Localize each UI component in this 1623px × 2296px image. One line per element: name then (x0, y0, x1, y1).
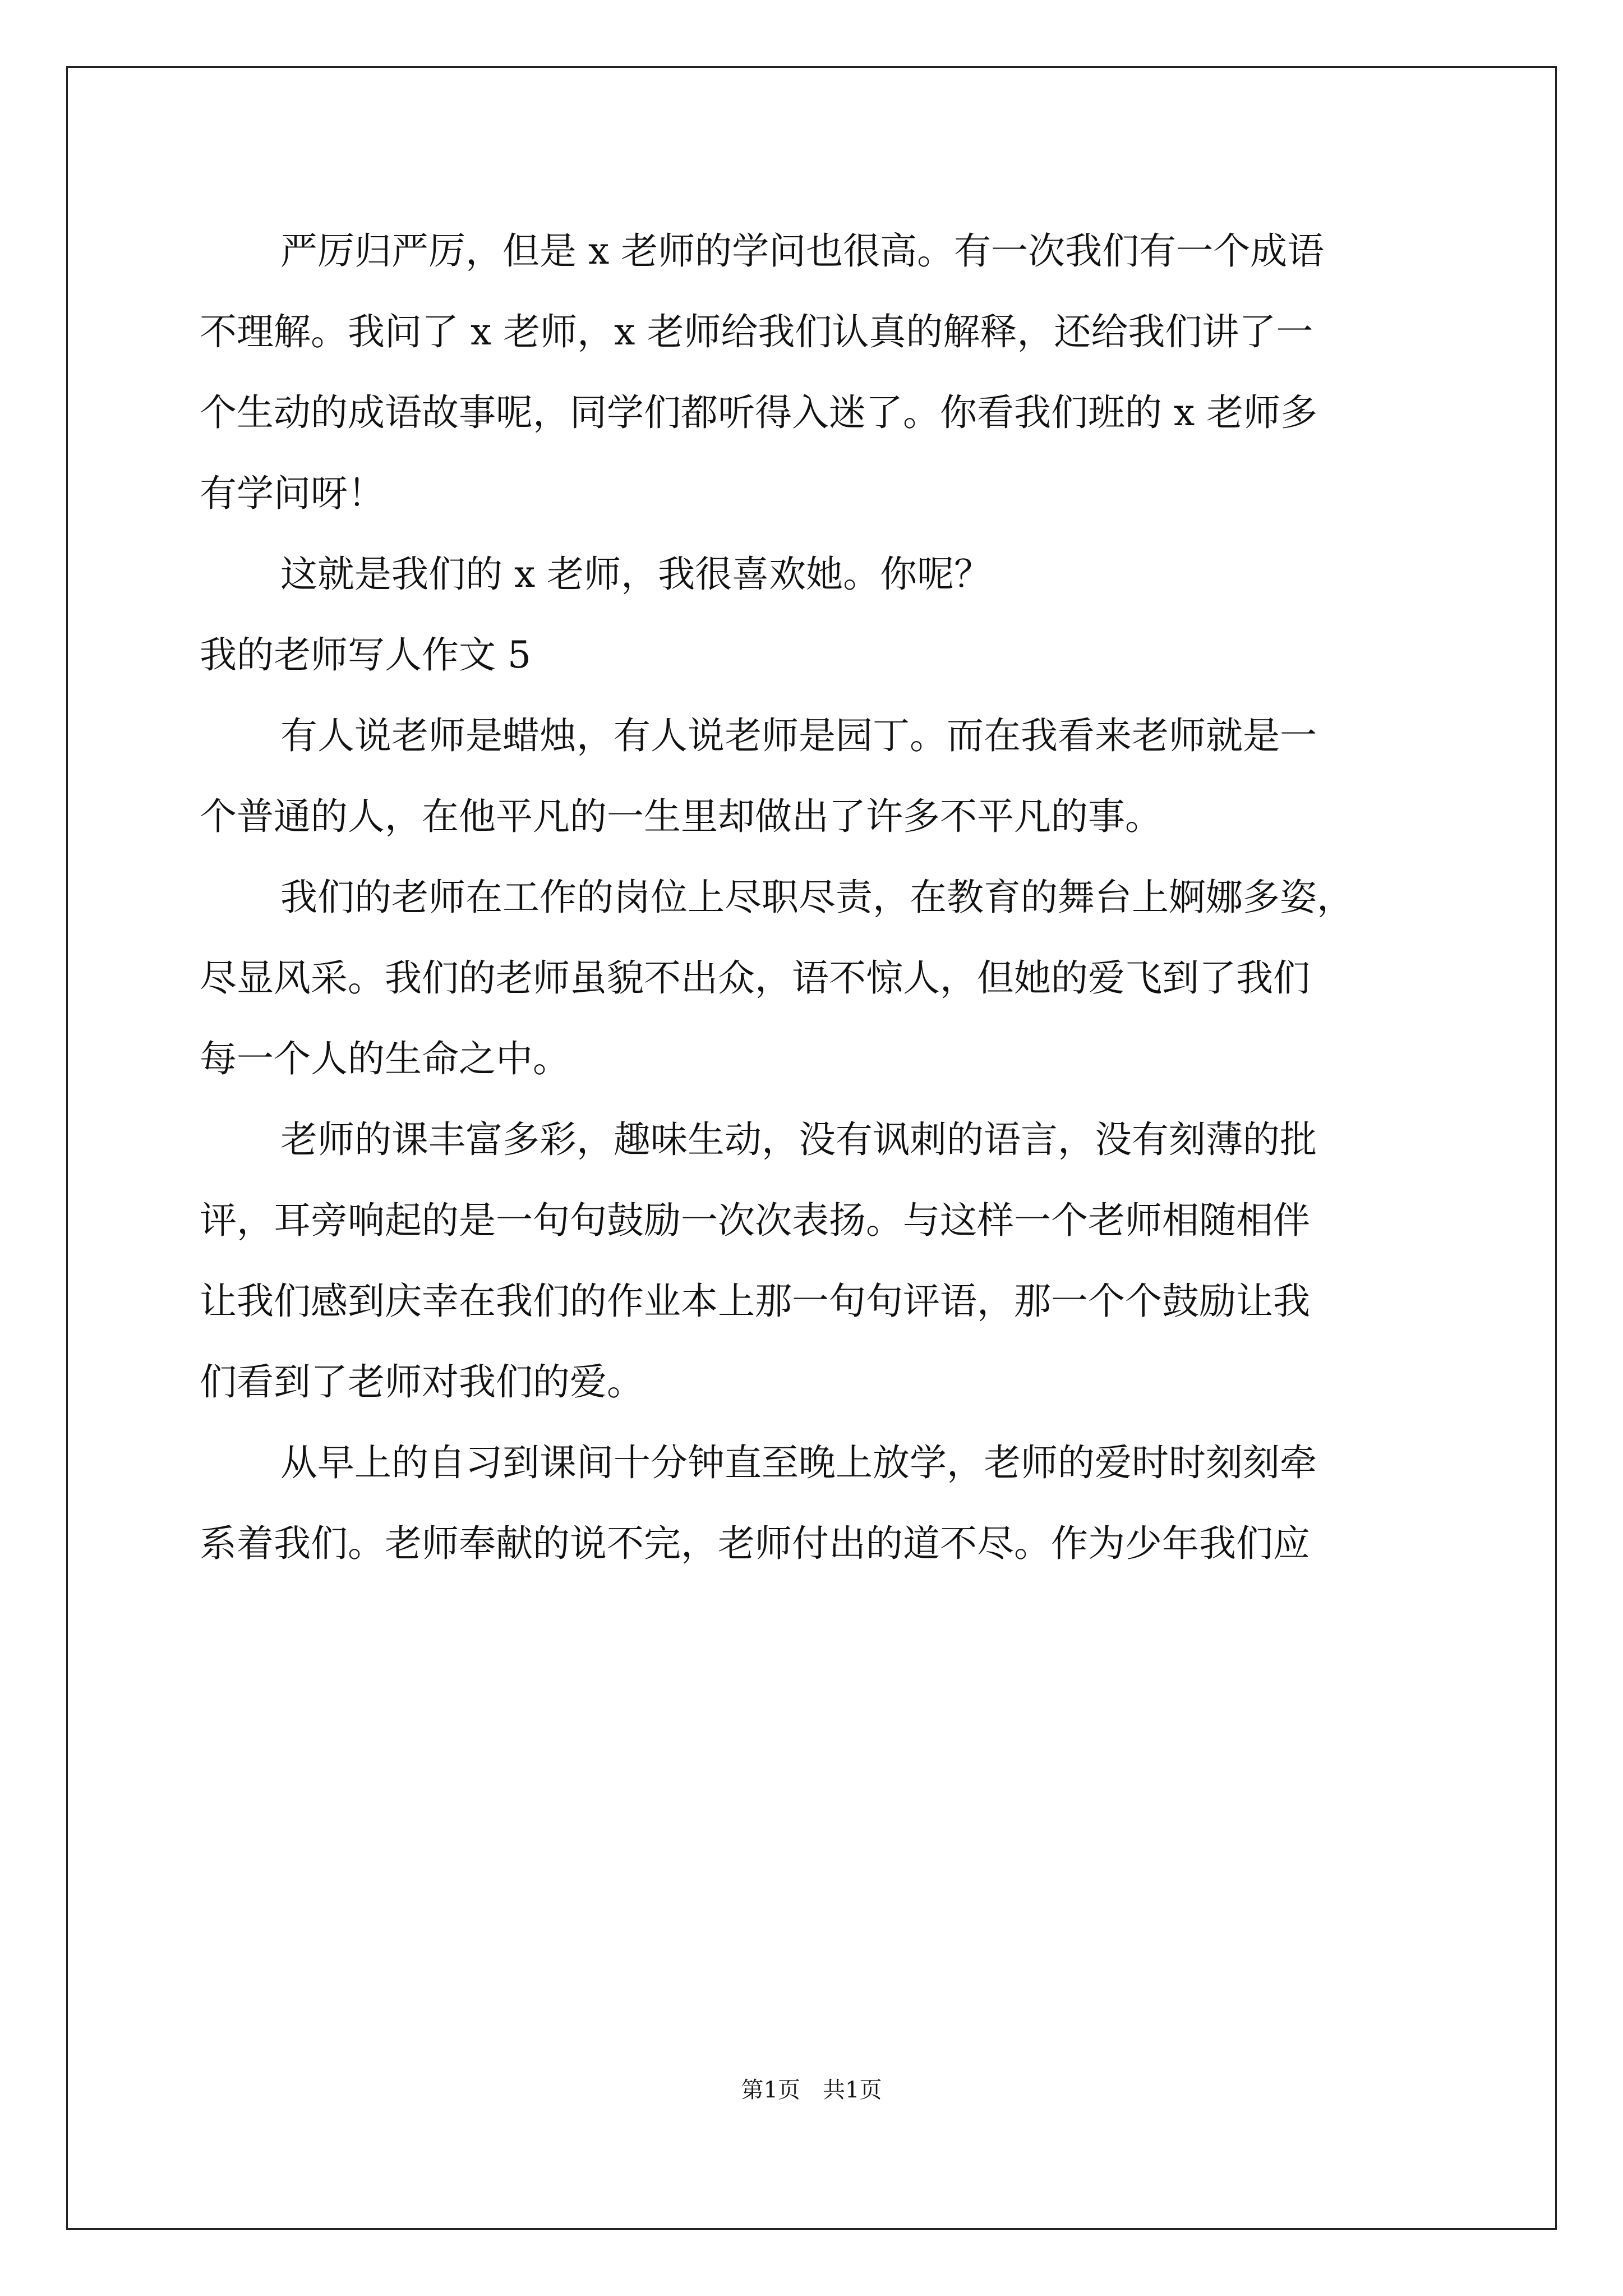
paragraph-line: 个生动的成语故事呢，同学们都听得入迷了。你看我们班的 x 老师多 (200, 391, 1318, 434)
paragraph-line: 老师的课丰富多彩，趣味生动，没有讽刺的语言，没有刻薄的批 (280, 1118, 1317, 1161)
paragraph-line: 严厉归严厉，但是 x 老师的学问也很高。有一次我们有一个成语 (280, 229, 1325, 273)
paragraph-line: 从早上的自习到课间十分钟直至晚上放学，老师的爱时时刻刻牵 (280, 1441, 1317, 1484)
paragraph-line: 我们的老师在工作的岗位上尽职尽责，在教育的舞台上婀娜多姿， (280, 876, 1354, 919)
page-footer (0, 2074, 1623, 2106)
paragraph-line: 每一个人的生命之中。 (200, 1037, 570, 1080)
paragraph-line: 让我们感到庆幸在我们的作业本上那一句句评语，那一个个鼓励让我 (200, 1280, 1310, 1323)
document-body (200, 221, 1439, 1594)
paragraph-line: 有人说老师是蜡烛，有人说老师是园丁。而在我看来老师就是一 (280, 714, 1317, 757)
paragraph-line: 个普通的人，在他平凡的一生里却做出了许多不平凡的事。 (200, 795, 1162, 838)
paragraph-line: 系着我们。老师奉献的说不完，老师付出的道不尽。作为少年我们应 (200, 1522, 1310, 1565)
paragraph-line: 有学问呀！ (200, 472, 385, 515)
paragraph-line: 不理解。我问了 x 老师，x 老师给我们认真的解释，还给我们讲了一 (200, 310, 1313, 353)
section-heading: 我的老师写人作文 5 (200, 633, 531, 677)
paragraph-line: 这就是我们的 x 老师，我很喜欢她。你呢？ (280, 553, 992, 596)
page-number: 第1页 (741, 2077, 800, 2103)
page-total: 共1页 (823, 2077, 882, 2103)
paragraph-line: 评，耳旁响起的是一句句鼓励一次次表扬。与这样一个老师相随相伴 (200, 1199, 1310, 1242)
paragraph-line: 尽显风采。我们的老师虽貌不出众，语不惊人，但她的爱飞到了我们 (200, 956, 1310, 1000)
paragraph-line: 们看到了老师对我们的爱。 (200, 1360, 644, 1404)
